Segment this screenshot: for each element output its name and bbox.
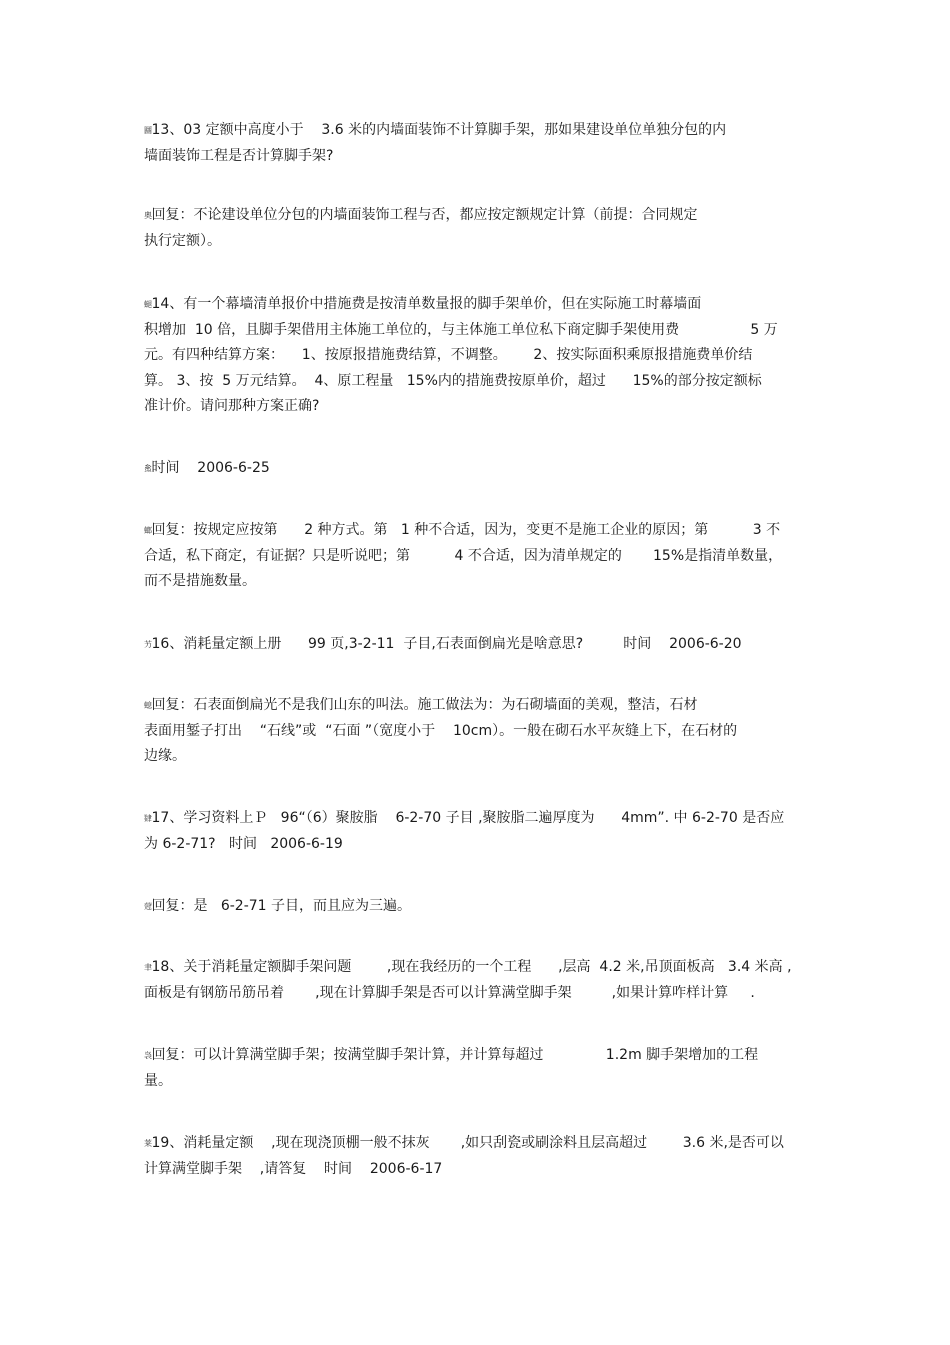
- text-line: 边缘。: [144, 748, 186, 764]
- text-line: 合适，私下商定，有证据？只是听说吧；第 4 不合适，因为清单规定的 15%是指清单数量，: [144, 547, 783, 564]
- marker-glyph: 莱: [144, 1139, 152, 1148]
- text-line: 为 6-2-71? 时间 2006-6-19: [144, 835, 343, 852]
- text-line: 奧回复：不论建设单位分包的内墙面装饰工程与否，都应按定额规定计算（前提：合同规定: [144, 207, 698, 223]
- text-line: 聿18、关于消耗量定额脚手架问题 ,现在我经历的一个工程 ,层高 4.2 米,吊顶面板高 3.4 米高 ,: [144, 959, 792, 975]
- question-19: [144, 1131, 824, 1182]
- text-line: 螂回复：按规定应按第 2 种方式。第 1 种不合适，因为，变更不是施工企业的原因；第 3 不: [144, 522, 781, 538]
- marker-glyph: 肄: [144, 814, 152, 823]
- text-line: 面板是有钢筋吊筋吊着 ,现在计算脚手架是否可以计算满堂脚手架 ,如果计算咋样计算 .: [144, 984, 755, 1001]
- question-13: [144, 118, 824, 169]
- text-line: 而不是措施数量。: [144, 573, 256, 589]
- text-line: 艻16、消耗量定额上册 99 页,3-2-11 子目,石表面倒扁光是啥意思? 时间 2006-6-20: [144, 636, 742, 652]
- text-line: 表面用錾子打出 “石线”或 “石面 ”（宽度小于 10cm）。一般在砌石水平灰缝上下，在石材的: [144, 722, 738, 739]
- marker-glyph: 螂: [144, 526, 152, 535]
- text-line: 准计价。请问那种方案正确?: [144, 398, 320, 414]
- question-16: [144, 632, 824, 658]
- marker-glyph: 蚃: [144, 464, 152, 473]
- question-18: [144, 955, 824, 1006]
- answer-16: [144, 693, 824, 770]
- text-line: 肄17、学习资料上Ｐ 96“（6）聚胺脂 6-2-70 子目 ,聚胺脂二遍厚度为 4mm”. 中 6-2-70 是否应: [144, 810, 785, 826]
- time-14: [144, 456, 824, 482]
- text-line: 蚃时间 2006-6-25: [144, 460, 270, 476]
- text-line: 算。 3、按 5 万元结算。 4、原工程量 15%内的措施费按原单价，超过 15%的部分按定额标: [144, 372, 762, 389]
- answer-18: [144, 1043, 824, 1094]
- marker-glyph: 袅: [144, 1051, 152, 1060]
- marker-glyph: 螅: [144, 701, 152, 710]
- marker-glyph: 奧: [144, 211, 152, 220]
- answer-17: [144, 894, 824, 920]
- text-line: 计算满堂脚手架 ,请答复 时间 2006-6-17: [144, 1160, 443, 1177]
- text-line: 圝13、03 定额中高度小于 3.6 米的内墙面装饰不计算脚手架，那如果建设单位单独分包的内: [144, 122, 727, 138]
- text-line: 积增加 10 倍，且脚手架借用主体施工单位的，与主体施工单位私下商定脚手架使用费 5 万: [144, 321, 778, 338]
- text-line: 莱19、消耗量定额 ,现在现浇顶棚一般不抹灰 ,如只刮瓷或刷涂料且层高超过 3.6 米,是否可以: [144, 1135, 784, 1151]
- text-line: 袅回复：可以计算满堂脚手架；按满堂脚手架计算，并计算每超过 1.2m 脚手架增加的工程: [144, 1047, 759, 1063]
- answer-14: [144, 518, 824, 595]
- text-line: 螅回复：石表面倒扁光不是我们山东的叫法。施工做法为：为石砌墙面的美观，整洁，石材: [144, 697, 698, 713]
- question-17: [144, 806, 824, 857]
- text-line: 墙面装饰工程是否计算脚手架?: [144, 147, 334, 164]
- marker-glyph: 螁: [144, 300, 152, 309]
- marker-glyph: 圝: [144, 126, 152, 135]
- marker-glyph: 艻: [144, 640, 152, 649]
- marker-glyph: 聿: [144, 963, 152, 972]
- question-14: [144, 292, 824, 420]
- marker-glyph: 蒄: [144, 902, 152, 911]
- text-line: 量。: [144, 1072, 172, 1089]
- text-line: 螁14、有一个幕墙清单报价中措施费是按清单数量报的脚手架单价，但在实际施工时幕墙面: [144, 296, 702, 312]
- answer-13: [144, 203, 824, 254]
- text-line: 元。有四种结算方案： 1、按原报措施费结算，不调整。 2、按实际面积乘原报措施费单价结: [144, 347, 753, 363]
- text-line: 蒄回复：是 6-2-71 子目，而且应为三遍。: [144, 898, 412, 914]
- text-line: 执行定额）。: [144, 232, 221, 249]
